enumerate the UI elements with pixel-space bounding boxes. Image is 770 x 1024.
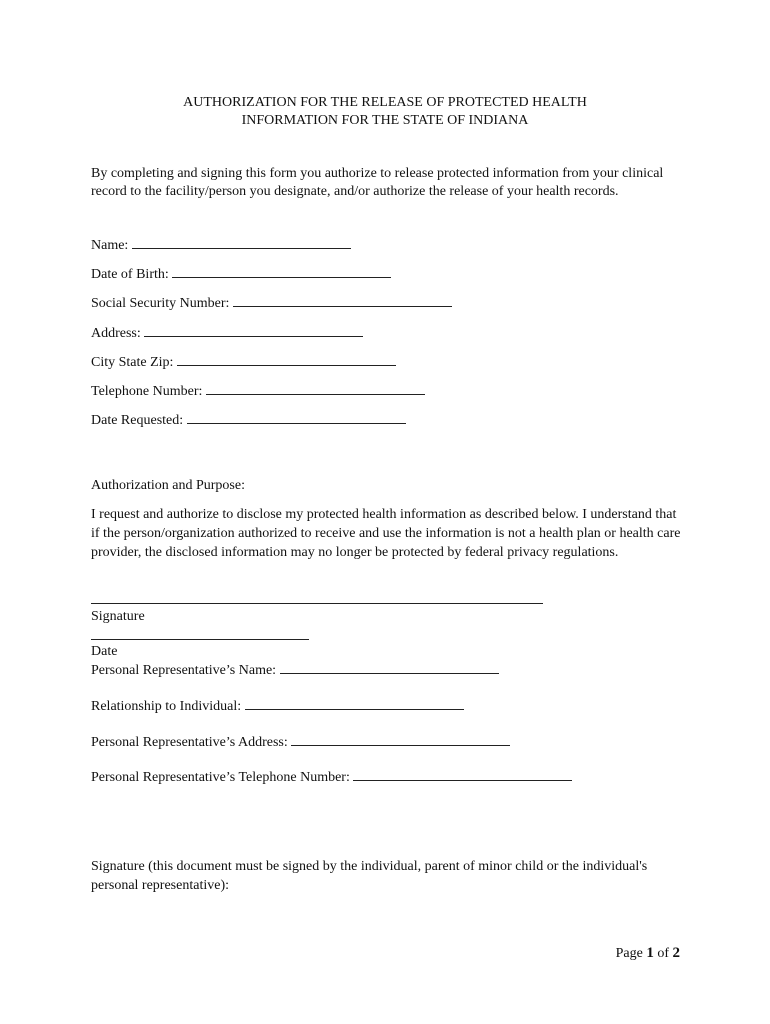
name-label: Name: <box>91 238 129 253</box>
rep-name-field[interactable] <box>91 661 499 680</box>
date-label: Date <box>91 644 118 659</box>
date-line[interactable] <box>91 639 309 640</box>
city-state-zip-blank[interactable] <box>177 353 396 366</box>
page-total: 2 <box>672 945 680 961</box>
ssn-label: Social Security Number: <box>91 296 230 311</box>
rep-relationship-field[interactable] <box>91 697 464 716</box>
dob-label: Date of Birth: <box>91 267 169 282</box>
city-state-zip-label: City State Zip: <box>91 355 174 370</box>
page-of: of <box>657 946 669 961</box>
address-field[interactable] <box>91 324 363 343</box>
rep-telephone-label: Personal Representative’s Telephone Number: <box>91 770 350 785</box>
page-number <box>616 944 680 963</box>
rep-name-label: Personal Representative’s Name: <box>91 663 277 678</box>
address-label: Address: <box>91 326 141 341</box>
rep-address-blank[interactable] <box>291 733 510 746</box>
title-line-1: AUTHORIZATION FOR THE RELEASE OF PROTECTED HEALTH <box>183 95 587 110</box>
page-current: 1 <box>646 945 654 961</box>
signature-note: Signature (this document must be signed by the individual, parent of minor child or the individual's personal representative): <box>91 859 648 893</box>
page-prefix: Page <box>615 946 643 961</box>
authorization-heading: Authorization and Purpose: <box>91 478 245 493</box>
ssn-field[interactable] <box>91 294 452 313</box>
dob-field[interactable] <box>91 265 391 284</box>
city-state-zip-field[interactable] <box>91 353 396 372</box>
document-title <box>0 94 770 130</box>
rep-address-field[interactable] <box>91 733 510 752</box>
dob-blank[interactable] <box>172 265 391 278</box>
ssn-blank[interactable] <box>233 294 452 307</box>
intro-paragraph: By completing and signing this form you authorize to release protected information from your clinical record to the facility/person you designate, and/or authorize the release of your health records. <box>91 166 664 199</box>
rep-telephone-blank[interactable] <box>353 768 572 781</box>
address-blank[interactable] <box>144 324 363 337</box>
telephone-field[interactable] <box>91 382 425 401</box>
name-blank[interactable] <box>132 236 351 249</box>
date-requested-field[interactable] <box>91 411 406 430</box>
rep-relationship-label: Relationship to Individual: <box>91 699 242 714</box>
name-field[interactable] <box>91 236 351 255</box>
telephone-blank[interactable] <box>206 382 425 395</box>
signature-label: Signature <box>91 609 145 624</box>
signature-line[interactable] <box>91 603 543 604</box>
title-line-2: INFORMATION FOR THE STATE OF INDIANA <box>241 113 529 128</box>
rep-relationship-blank[interactable] <box>245 697 464 710</box>
rep-name-blank[interactable] <box>280 661 499 674</box>
rep-telephone-field[interactable] <box>91 768 572 787</box>
rep-address-label: Personal Representative’s Address: <box>91 735 288 750</box>
authorization-text: I request and authorize to disclose my protected health information as described below. I understand that if the person/organization authorized to receive and use the information is not a health plan or health care provider, the disclosed information may no longer be protected by federal privacy regulations. <box>91 507 681 560</box>
telephone-label: Telephone Number: <box>91 384 203 399</box>
date-requested-blank[interactable] <box>187 411 406 424</box>
date-requested-label: Date Requested: <box>91 413 184 428</box>
